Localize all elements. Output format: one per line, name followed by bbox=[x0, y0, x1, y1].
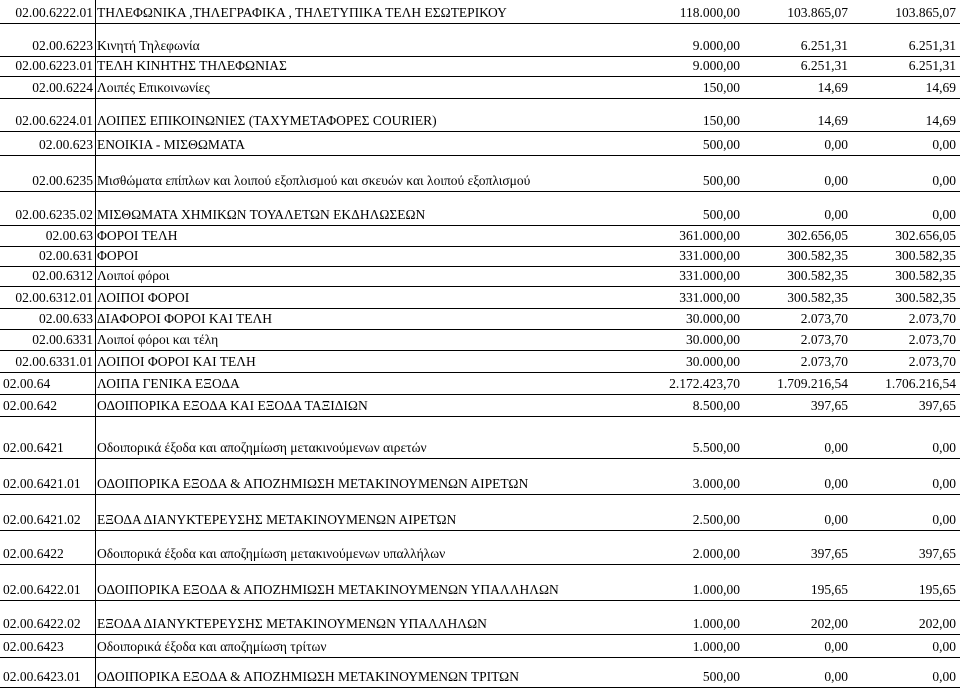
total-amount-cell: 14,69 bbox=[925, 80, 956, 95]
table-row bbox=[0, 247, 960, 267]
account-code-cell: 02.00.64 bbox=[3, 376, 51, 391]
paid-amount-cell: 0,00 bbox=[824, 137, 848, 152]
account-code-cell: 02.00.6235 bbox=[32, 173, 93, 188]
table-row bbox=[0, 373, 960, 395]
budget-amount-cell: 2.500,00 bbox=[692, 512, 740, 527]
table-row bbox=[0, 24, 960, 57]
account-code-cell: 02.00.6312 bbox=[32, 268, 93, 283]
total-amount-cell: 6.251,31 bbox=[908, 38, 956, 53]
account-code-cell: 02.00.6223.01 bbox=[15, 58, 93, 73]
budget-amount-cell: 1.000,00 bbox=[692, 639, 740, 654]
total-amount-cell: 2.073,70 bbox=[908, 354, 956, 369]
description-cell: ΛΟΙΠΑ ΓΕΝΙΚΑ ΕΞΟΔΑ bbox=[97, 376, 240, 391]
paid-amount-cell: 300.582,35 bbox=[787, 248, 848, 263]
paid-amount-cell: 300.582,35 bbox=[787, 290, 848, 305]
table-row bbox=[0, 99, 960, 132]
table-row bbox=[0, 77, 960, 99]
account-code-cell: 02.00.6422.01 bbox=[3, 582, 81, 597]
table-row bbox=[0, 132, 960, 156]
table-row bbox=[0, 565, 960, 601]
table-row bbox=[0, 635, 960, 658]
table-row bbox=[0, 309, 960, 330]
paid-amount-cell: 6.251,31 bbox=[800, 38, 848, 53]
table-row bbox=[0, 0, 960, 24]
total-amount-cell: 300.582,35 bbox=[895, 248, 956, 263]
account-code-cell: 02.00.6224.01 bbox=[15, 113, 93, 128]
account-code-cell: 02.00.6421.01 bbox=[3, 476, 81, 491]
budget-amount-cell: 150,00 bbox=[702, 113, 740, 128]
description-cell: ΟΔΟΙΠΟΡΙΚΑ ΕΞΟΔΑ & ΑΠΟΖΗΜΙΩΣΗ ΜΕΤΑΚΙΝΟΥΜΕΝΩΝ ΥΠΑΛΛΗΛΩΝ bbox=[97, 582, 559, 597]
total-amount-cell: 0,00 bbox=[932, 440, 956, 455]
paid-amount-cell: 0,00 bbox=[824, 207, 848, 222]
account-code-cell: 02.00.6421 bbox=[3, 440, 64, 455]
description-cell: ΛΟΙΠΟΙ ΦΟΡΟΙ ΚΑΙ ΤΕΛΗ bbox=[97, 354, 256, 369]
description-cell: ΜΙΣΘΩΜΑΤΑ ΧΗΜΙΚΩΝ ΤΟΥΑΛΕΤΩΝ ΕΚΔΗΛΩΣΕΩΝ bbox=[97, 207, 426, 222]
budget-amount-cell: 331.000,00 bbox=[679, 290, 740, 305]
paid-amount-cell: 0,00 bbox=[824, 476, 848, 491]
paid-amount-cell: 14,69 bbox=[817, 80, 848, 95]
description-cell: Λοιπές Επικοινωνίες bbox=[97, 80, 210, 95]
account-code-cell: 02.00.642 bbox=[3, 398, 57, 413]
description-cell: ΟΔΟΙΠΟΡΙΚΑ ΕΞΟΔΑ & ΑΠΟΖΗΜΙΩΣΗ ΜΕΤΑΚΙΝΟΥΜΕΝΩΝ ΑΙΡΕΤΩΝ bbox=[97, 476, 529, 491]
budget-amount-cell: 8.500,00 bbox=[692, 398, 740, 413]
paid-amount-cell: 195,65 bbox=[810, 582, 848, 597]
budget-amount-cell: 331.000,00 bbox=[679, 268, 740, 283]
description-cell: Κινητή Τηλεφωνία bbox=[97, 38, 200, 53]
paid-amount-cell: 14,69 bbox=[817, 113, 848, 128]
total-amount-cell: 300.582,35 bbox=[895, 268, 956, 283]
paid-amount-cell: 397,65 bbox=[810, 398, 848, 413]
table-row bbox=[0, 226, 960, 247]
paid-amount-cell: 1.709.216,54 bbox=[777, 376, 848, 391]
total-amount-cell: 1.706.216,54 bbox=[885, 376, 956, 391]
total-amount-cell: 0,00 bbox=[932, 669, 956, 684]
description-cell: ΕΞΟΔΑ ΔΙΑΝΥΚΤΕΡΕΥΣΗΣ ΜΕΤΑΚΙΝΟΥΜΕΝΩΝ ΥΠΑΛΛΗΛΩΝ bbox=[97, 616, 487, 631]
account-code-cell: 02.00.623 bbox=[39, 137, 93, 152]
paid-amount-cell: 300.582,35 bbox=[787, 268, 848, 283]
account-code-cell: 02.00.6422 bbox=[3, 546, 64, 561]
account-code-cell: 02.00.633 bbox=[39, 311, 93, 326]
total-amount-cell: 103.865,07 bbox=[895, 5, 956, 20]
paid-amount-cell: 2.073,70 bbox=[800, 354, 848, 369]
table-row bbox=[0, 57, 960, 77]
account-code-cell: 02.00.6331 bbox=[32, 332, 93, 347]
budget-amount-cell: 500,00 bbox=[702, 669, 740, 684]
account-code-cell: 02.00.6421.02 bbox=[3, 512, 81, 527]
budget-amount-cell: 1.000,00 bbox=[692, 582, 740, 597]
total-amount-cell: 202,00 bbox=[918, 616, 956, 631]
budget-amount-cell: 118.000,00 bbox=[679, 5, 740, 20]
budget-amount-cell: 331.000,00 bbox=[679, 248, 740, 263]
paid-amount-cell: 202,00 bbox=[810, 616, 848, 631]
paid-amount-cell: 0,00 bbox=[824, 440, 848, 455]
account-code-cell: 02.00.6235.02 bbox=[15, 207, 93, 222]
description-cell: ΟΔΟΙΠΟΡΙΚΑ ΕΞΟΔΑ ΚΑΙ ΕΞΟΔΑ ΤΑΞΙΔΙΩΝ bbox=[97, 398, 368, 413]
total-amount-cell: 0,00 bbox=[932, 137, 956, 152]
description-cell: ΛΟΙΠΕΣ ΕΠΙΚΟΙΝΩΝΙΕΣ (ΤΑΧΥΜΕΤΑΦΟΡΕΣ COURIER) bbox=[97, 113, 437, 128]
budget-amount-cell: 500,00 bbox=[702, 207, 740, 222]
total-amount-cell: 0,00 bbox=[932, 173, 956, 188]
account-code-cell: 02.00.6224 bbox=[32, 80, 93, 95]
account-code-cell: 02.00.6331.01 bbox=[15, 354, 93, 369]
description-cell: Λοιποί φόροι και τέλη bbox=[97, 332, 219, 347]
account-code-cell: 02.00.631 bbox=[39, 248, 93, 263]
description-cell: ΟΔΟΙΠΟΡΙΚΑ ΕΞΟΔΑ & ΑΠΟΖΗΜΙΩΣΗ ΜΕΤΑΚΙΝΟΥΜΕΝΩΝ ΤΡΙΤΩΝ bbox=[97, 669, 519, 684]
paid-amount-cell: 103.865,07 bbox=[787, 5, 848, 20]
total-amount-cell: 300.582,35 bbox=[895, 290, 956, 305]
account-code-cell: 02.00.6422.02 bbox=[3, 616, 81, 631]
total-amount-cell: 302.656,05 bbox=[895, 228, 956, 243]
description-cell: Οδοιπορικά έξοδα και αποζημίωση τρίτων bbox=[97, 639, 327, 654]
budget-amount-cell: 2.000,00 bbox=[692, 546, 740, 561]
total-amount-cell: 6.251,31 bbox=[908, 58, 956, 73]
account-code-cell: 02.00.6312.01 bbox=[15, 290, 93, 305]
budget-amount-cell: 1.000,00 bbox=[692, 616, 740, 631]
table-row bbox=[0, 267, 960, 287]
paid-amount-cell: 6.251,31 bbox=[800, 58, 848, 73]
paid-amount-cell: 0,00 bbox=[824, 669, 848, 684]
budget-amount-cell: 9.000,00 bbox=[692, 58, 740, 73]
table-row bbox=[0, 601, 960, 635]
total-amount-cell: 0,00 bbox=[932, 512, 956, 527]
table-row bbox=[0, 192, 960, 226]
table-row bbox=[0, 531, 960, 565]
budget-amount-cell: 30.000,00 bbox=[686, 332, 740, 347]
table-row bbox=[0, 156, 960, 192]
table-row bbox=[0, 330, 960, 351]
description-cell: ΔΙΑΦΟΡΟΙ ΦΟΡΟΙ ΚΑΙ ΤΕΛΗ bbox=[97, 311, 273, 326]
description-cell: ΕΝΟΙΚΙΑ - ΜΙΣΘΩΜΑΤΑ bbox=[97, 137, 246, 152]
total-amount-cell: 0,00 bbox=[932, 476, 956, 491]
paid-amount-cell: 0,00 bbox=[824, 639, 848, 654]
description-cell: ΦΟΡΟΙ ΤΕΛΗ bbox=[97, 228, 178, 243]
table-row bbox=[0, 417, 960, 459]
paid-amount-cell: 397,65 bbox=[810, 546, 848, 561]
table-row bbox=[0, 459, 960, 495]
budget-amount-cell: 30.000,00 bbox=[686, 311, 740, 326]
account-code-cell: 02.00.6423.01 bbox=[3, 669, 81, 684]
budget-amount-cell: 30.000,00 bbox=[686, 354, 740, 369]
budget-amount-cell: 361.000,00 bbox=[679, 228, 740, 243]
description-cell: Οδοιπορικά έξοδα και αποζημίωση μετακινούμενων υπαλλήλων bbox=[97, 546, 446, 561]
table-row bbox=[0, 351, 960, 373]
total-amount-cell: 14,69 bbox=[925, 113, 956, 128]
account-code-cell: 02.00.6423 bbox=[3, 639, 64, 654]
budget-amount-cell: 5.500,00 bbox=[692, 440, 740, 455]
table-row bbox=[0, 395, 960, 417]
total-amount-cell: 195,65 bbox=[918, 582, 956, 597]
description-cell: Οδοιπορικά έξοδα και αποζημίωση μετακινούμενων αιρετών bbox=[97, 440, 427, 455]
budget-amount-cell: 500,00 bbox=[702, 173, 740, 188]
description-cell: Μισθώματα επίπλων και λοιπού εξοπλισμού και σκευών και λοιπού εξοπλισμού bbox=[97, 173, 531, 188]
total-amount-cell: 0,00 bbox=[932, 639, 956, 654]
budget-amount-cell: 150,00 bbox=[702, 80, 740, 95]
description-cell: ΤΗΛΕΦΩΝΙΚΑ ,ΤΗΛΕΓΡΑΦΙΚΑ , ΤΗΛΕΤΥΠΙΚΑ ΤΕΛΗ ΕΣΩΤΕΡΙΚΟΥ bbox=[97, 5, 507, 20]
paid-amount-cell: 2.073,70 bbox=[800, 332, 848, 347]
total-amount-cell: 0,00 bbox=[932, 207, 956, 222]
total-amount-cell: 397,65 bbox=[918, 398, 956, 413]
total-amount-cell: 2.073,70 bbox=[908, 332, 956, 347]
table-row bbox=[0, 287, 960, 309]
account-code-cell: 02.00.63 bbox=[45, 228, 93, 243]
budget-amount-cell: 3.000,00 bbox=[692, 476, 740, 491]
description-cell: ΛΟΙΠΟΙ ΦΟΡΟΙ bbox=[97, 290, 190, 305]
description-cell: Λοιποί φόροι bbox=[97, 268, 170, 283]
description-cell: ΤΕΛΗ ΚΙΝΗΤΗΣ ΤΗΛΕΦΩΝΙΑΣ bbox=[97, 58, 287, 73]
account-code-cell: 02.00.6223 bbox=[32, 38, 93, 53]
table-row bbox=[0, 658, 960, 688]
budget-amount-cell: 2.172.423,70 bbox=[669, 376, 740, 391]
paid-amount-cell: 302.656,05 bbox=[787, 228, 848, 243]
paid-amount-cell: 0,00 bbox=[824, 173, 848, 188]
description-cell: ΕΞΟΔΑ ΔΙΑΝΥΚΤΕΡΕΥΣΗΣ ΜΕΤΑΚΙΝΟΥΜΕΝΩΝ ΑΙΡΕΤΩΝ bbox=[97, 512, 457, 527]
total-amount-cell: 2.073,70 bbox=[908, 311, 956, 326]
description-cell: ΦΟΡΟΙ bbox=[97, 248, 139, 263]
table-row bbox=[0, 495, 960, 531]
total-amount-cell: 397,65 bbox=[918, 546, 956, 561]
paid-amount-cell: 0,00 bbox=[824, 512, 848, 527]
account-code-cell: 02.00.6222.01 bbox=[15, 5, 93, 20]
budget-amount-cell: 500,00 bbox=[702, 137, 740, 152]
budget-amount-cell: 9.000,00 bbox=[692, 38, 740, 53]
paid-amount-cell: 2.073,70 bbox=[800, 311, 848, 326]
